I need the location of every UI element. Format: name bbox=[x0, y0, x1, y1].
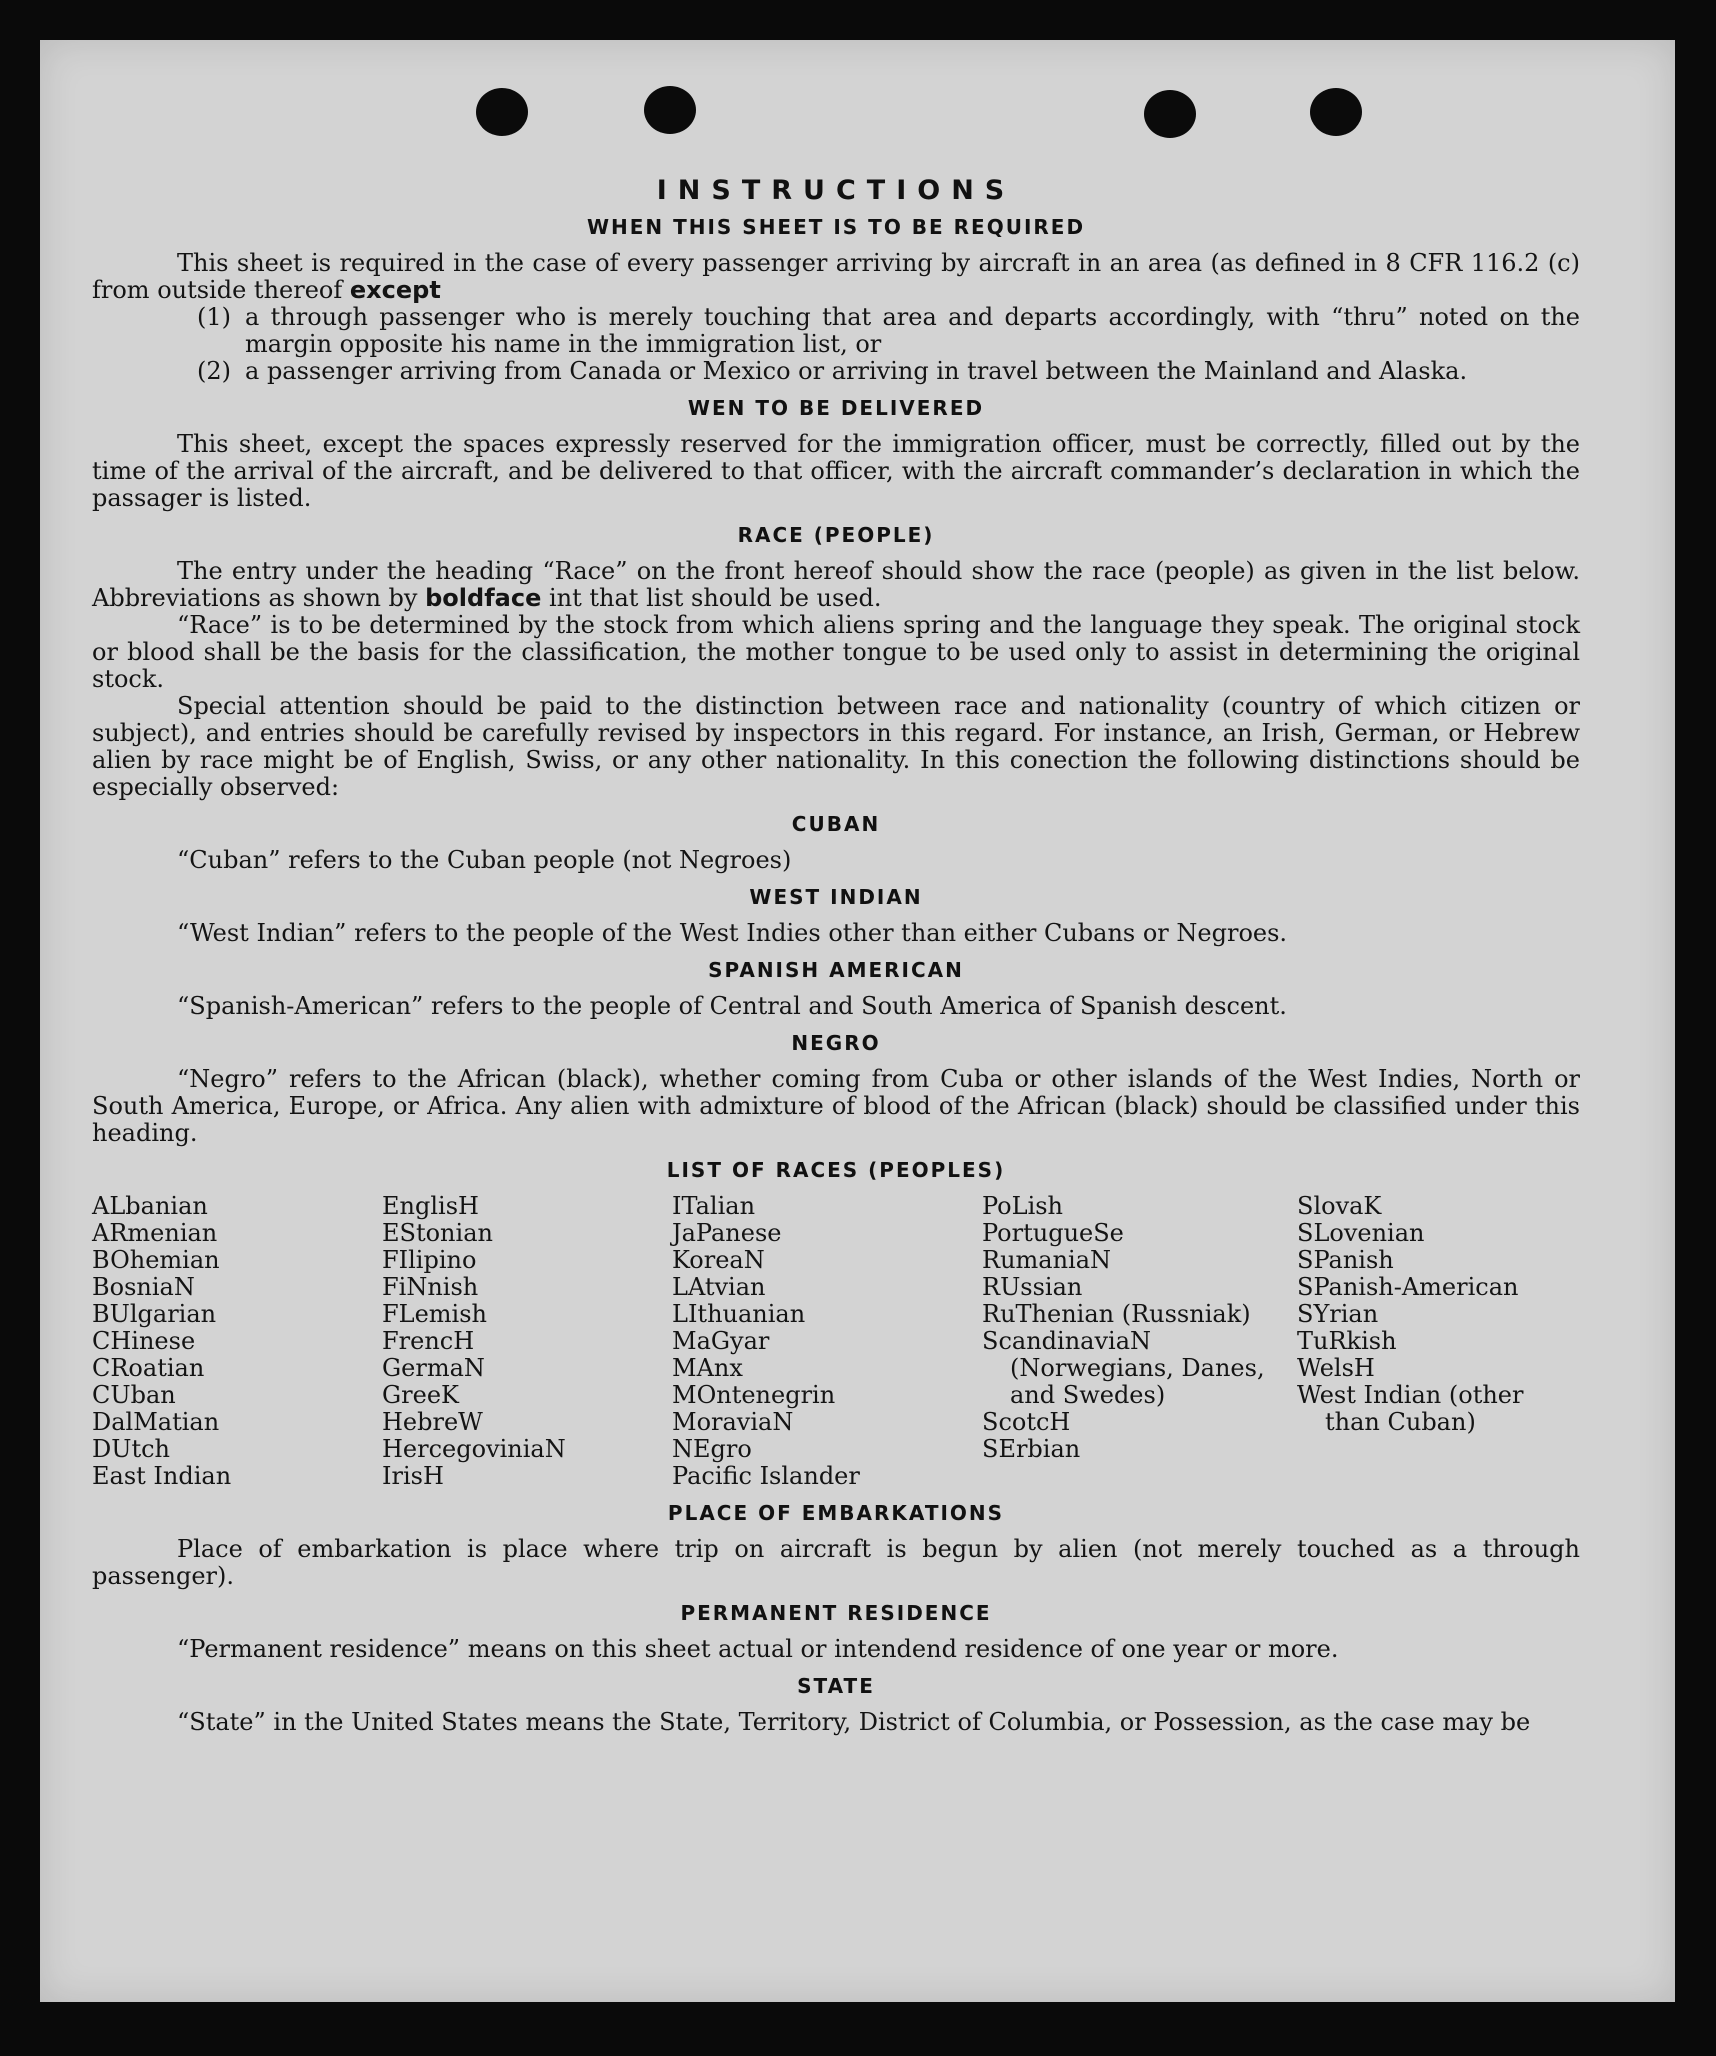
race-entry: TuRkish bbox=[1297, 1327, 1397, 1355]
heading-west-indian: WEST INDIAN bbox=[749, 885, 923, 909]
punch-hole bbox=[1310, 88, 1362, 136]
race-entry: PortugueSe bbox=[982, 1219, 1124, 1247]
race-entry: JaPanese bbox=[672, 1219, 782, 1247]
instructions-content bbox=[92, 175, 1580, 1736]
race-entry: ITalian bbox=[672, 1192, 756, 1220]
bold-boldface: boldface bbox=[425, 584, 542, 612]
heading-list-of-races: LIST OF RACES (PEOPLES) bbox=[666, 1158, 1006, 1182]
race-entry: CRoatian bbox=[92, 1354, 205, 1382]
paragraph-when-required: This sheet is required in the case of every passenger arriving by aircraft in an area (as defined in 8 CFR 116.2 (c) from outside thereof except bbox=[92, 249, 1580, 304]
paragraph-state: “State” in the United States means the State, Territory, District of Columbia, or Possession, as the case may be bbox=[177, 1708, 1531, 1736]
race-entry: ALbanian bbox=[92, 1192, 208, 1220]
race-entry: DalMatian bbox=[92, 1408, 220, 1436]
heading-when-required: WHEN THIS SHEET IS TO BE REQUIRED bbox=[586, 215, 1086, 239]
race-entry: ScandinaviaN (Norwegians, Danes, and Swedes) bbox=[982, 1327, 1265, 1409]
bold-except: except bbox=[349, 276, 441, 304]
race-entry: Pacific Islander bbox=[672, 1462, 860, 1490]
list-item-2: (2) a passenger arriving from Canada or Mexico or arriving in travel between the Mainland and Alaska. bbox=[197, 357, 1468, 385]
race-entry: EStonian bbox=[382, 1219, 493, 1247]
heading-negro: NEGRO bbox=[791, 1031, 881, 1055]
races-column-1 bbox=[92, 1193, 382, 1490]
race-entry: SErbian bbox=[982, 1435, 1081, 1463]
race-entry: WelsH bbox=[1297, 1354, 1375, 1382]
punch-hole bbox=[476, 88, 528, 136]
paragraph-race-2: “Race” is to be determined by the stock from which aliens spring and the language they speak. The original stock or blood shall be the basis for the classification, the mother tongue to be used only to assist in determining the original stock. bbox=[92, 611, 1580, 693]
races-column-5 bbox=[1297, 1193, 1557, 1490]
race-entry: FIlipino bbox=[382, 1246, 477, 1274]
race-entry: RumaniaN bbox=[982, 1246, 1112, 1274]
race-entry: BOhemian bbox=[92, 1246, 220, 1274]
heading-embarkation: PLACE OF EMBARKATIONS bbox=[667, 1501, 1005, 1525]
race-entry: RUssian bbox=[982, 1273, 1083, 1301]
race-entry: FrencH bbox=[382, 1327, 475, 1355]
race-entry: KoreaN bbox=[672, 1246, 765, 1274]
race-entry: ScotcH bbox=[982, 1408, 1071, 1436]
paragraph-race-1: The entry under the heading “Race” on the front hereof should show the race (people) as given in the list below. Abbreviations as shown by boldface int that list should be used. bbox=[92, 557, 1580, 612]
race-entry: CHinese bbox=[92, 1327, 196, 1355]
paragraph-race-3: Special attention should be paid to the distinction between race and nationality (country of which citizen or subject), and entries should be carefully revised by inspectors in this regard. For instance, an Irish, German, or Hebrew alien by race might be of English, Swiss, or any other nationality. In this conection the following distinctions should be especially observed: bbox=[92, 692, 1580, 801]
race-entry: GreeK bbox=[382, 1381, 459, 1409]
paragraph-spanish-american: “Spanish-American” refers to the people of Central and South America of Spanish descent. bbox=[177, 992, 1287, 1020]
race-entry: NEgro bbox=[672, 1435, 752, 1463]
race-entry: GermaN bbox=[382, 1354, 485, 1382]
race-entry: FiNnish bbox=[382, 1273, 479, 1301]
race-entry: SPanish-American bbox=[1297, 1273, 1519, 1301]
race-entry: East Indian bbox=[92, 1462, 232, 1490]
paragraph-when-delivered: This sheet, except the spaces expressly reserved for the immigration officer, must be correctly, filled out by the time of the arrival of the aircraft, and be delivered to that officer, with the aircraft commander’s declaration in which the passager is listed. bbox=[92, 430, 1580, 512]
paragraph-west-indian: “West Indian” refers to the people of the West Indies other than either Cubans or Negroes. bbox=[177, 919, 1288, 947]
race-entry: MOntenegrin bbox=[672, 1381, 836, 1409]
paragraph-embarkation: Place of embarkation is place where trip on aircraft is begun by alien (not merely touched as a through passenger). bbox=[92, 1535, 1580, 1590]
list-item-1: (1) a through passenger who is merely touching that area and departs accordingly, with “thru” noted on the margin opposite his name in the immigration list, or bbox=[197, 303, 1580, 358]
races-column-3 bbox=[672, 1193, 982, 1490]
race-entry: RuThenian (Russniak) bbox=[982, 1300, 1251, 1328]
race-entry: PoLish bbox=[982, 1192, 1064, 1220]
race-entry: BUlgarian bbox=[92, 1300, 217, 1328]
race-entry: MaGyar bbox=[672, 1327, 770, 1355]
race-entry: CUban bbox=[92, 1381, 176, 1409]
race-entry: IrisH bbox=[382, 1462, 444, 1490]
race-entry: DUtch bbox=[92, 1435, 171, 1463]
race-entry: BosniaN bbox=[92, 1273, 195, 1301]
race-entry: SYrian bbox=[1297, 1300, 1379, 1328]
race-entry: ARmenian bbox=[92, 1219, 218, 1247]
paragraph-permanent-residence: “Permanent residence” means on this sheet actual or intendend residence of one year or more. bbox=[177, 1635, 1339, 1663]
race-entry: West Indian (other than Cuban) bbox=[1297, 1381, 1524, 1436]
punch-hole bbox=[1144, 90, 1196, 138]
race-entry: SPanish bbox=[1297, 1246, 1394, 1274]
race-entry: HercegoviniaN bbox=[382, 1435, 566, 1463]
race-entry: LAtvian bbox=[672, 1273, 766, 1301]
paragraph-cuban: “Cuban” refers to the Cuban people (not Negroes) bbox=[177, 846, 792, 874]
heading-permanent-residence: PERMANENT RESIDENCE bbox=[680, 1601, 992, 1625]
heading-cuban: CUBAN bbox=[791, 812, 881, 836]
paragraph-negro: “Negro” refers to the African (black), whether coming from Cuba or other islands of the West Indies, North or South America, Europe, or Africa. Any alien with admixture of blood of the African (black) should be classified under this heading. bbox=[92, 1065, 1580, 1147]
heading-state: STATE bbox=[797, 1674, 875, 1698]
races-column-4 bbox=[982, 1193, 1297, 1490]
race-entry: SlovaK bbox=[1297, 1192, 1382, 1220]
race-entry: MAnx bbox=[672, 1354, 743, 1382]
races-column-2 bbox=[382, 1193, 672, 1490]
races-list bbox=[92, 1193, 1580, 1490]
race-entry: LIthuanian bbox=[672, 1300, 806, 1328]
race-entry: MoraviaN bbox=[672, 1408, 794, 1436]
punch-hole bbox=[644, 86, 696, 134]
heading-spanish-american: SPANISH AMERICAN bbox=[708, 958, 964, 982]
page-title: INSTRUCTIONS bbox=[656, 175, 1016, 206]
race-entry: SLovenian bbox=[1297, 1219, 1425, 1247]
heading-race: RACE (PEOPLE) bbox=[737, 523, 935, 547]
race-entry: HebreW bbox=[382, 1408, 483, 1436]
document-page bbox=[40, 40, 1675, 2002]
heading-when-delivered: WEN TO BE DELIVERED bbox=[687, 396, 985, 420]
race-entry: EnglisH bbox=[382, 1192, 479, 1220]
race-entry: FLemish bbox=[382, 1300, 487, 1328]
